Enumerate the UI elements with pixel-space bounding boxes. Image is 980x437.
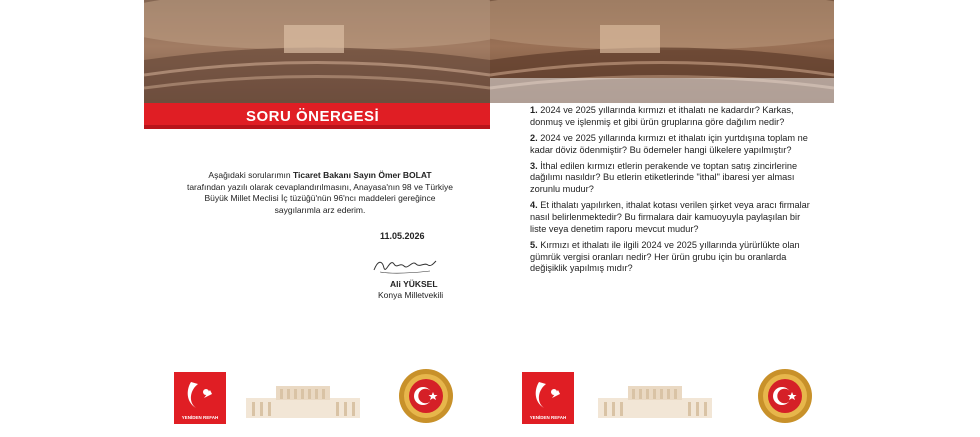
banner (144, 103, 490, 129)
party-logo-text: YENİDEN REFAH (181, 415, 219, 420)
question-1 (530, 105, 810, 129)
parliament-photo-left (144, 0, 490, 103)
question-4 (530, 200, 810, 235)
question-number: 2. (530, 132, 538, 143)
banner-stripe (144, 125, 490, 129)
signer-name: Ali YÜKSEL (390, 279, 438, 289)
party-logo-text: YENİDEN REFAH (529, 415, 567, 420)
questions-list (530, 105, 810, 279)
question-text: 2024 ve 2025 yıllarında kırmızı et ithalatı için yurtdışına toplam ne kadar döviz ödenmiştir? Bu ödemeler hangi ülkelere yapılmıştır? (530, 132, 808, 155)
date: 11.05.2026 (380, 231, 425, 241)
intro-line1-prefix: Aşağıdaki sorularımın (208, 170, 293, 180)
question-text: 2024 ve 2025 yıllarında kırmızı et ithalatı ne kadardır? Karkas, donmuş ve işlenmiş et gibi ürün gruplarına göre dağılım nedir? (530, 105, 794, 127)
banner-title: SORU ÖNERGESİ (246, 108, 380, 125)
intro-line2: tarafından yazılı olarak cevaplandırılmasını, Anayasa'nın 98 ve Türkiye (186, 181, 454, 192)
question-number: 3. (530, 160, 538, 171)
party-logo (174, 372, 226, 429)
question-5 (530, 240, 810, 275)
parliament-photo-right (490, 0, 834, 103)
intro-line1-bold: Ticaret Bakanı Sayın Ömer BOLAT (293, 170, 432, 180)
intro-line3: Büyük Millet Meclisi İç tüzüğü'nün 96'ncı maddeleri gereğince (204, 193, 436, 204)
question-number: 1. (530, 105, 538, 115)
question-number: 5. (530, 239, 538, 250)
question-text: Et ithalatı yapılırken, ithalat kotası verilen şirket veya aracı firmalar nasıl belirlenmektedir? Bu firmalara dair kamuoyuyla paylaşılan bir liste veya denetim raporu mevcut mudur? (530, 200, 810, 234)
intro-line4: saygılarımla arz ederim. (274, 204, 366, 215)
signer-title: Konya Milletvekili (378, 290, 444, 300)
tbmm-seal-icon (757, 368, 813, 424)
parliament-building-icon (246, 380, 360, 418)
party-logo-right (522, 372, 574, 429)
question-text: İthal edilen kırmızı etlerin perakende ve toptan satış zincirlerine dağılımı nasıldır? Bu etlerin etiketlerinde "ithal" ibaresi yer alması zorunlu mudur? (530, 160, 798, 195)
parliament-building-icon (598, 380, 712, 418)
question-number: 4. (530, 200, 538, 211)
question-3 (530, 161, 810, 196)
tbmm-seal-icon (398, 368, 454, 424)
intro-paragraph (168, 170, 472, 216)
signature (372, 252, 438, 278)
question-2 (530, 133, 810, 157)
question-text: Kırmızı et ithalatı ile ilgili 2024 ve 2025 yıllarında yürürlükte olan gümrük vergisi oranları nedir? Her ürün grubu için bu oranlarda değişiklik yapılmış mıdır? (530, 239, 800, 274)
